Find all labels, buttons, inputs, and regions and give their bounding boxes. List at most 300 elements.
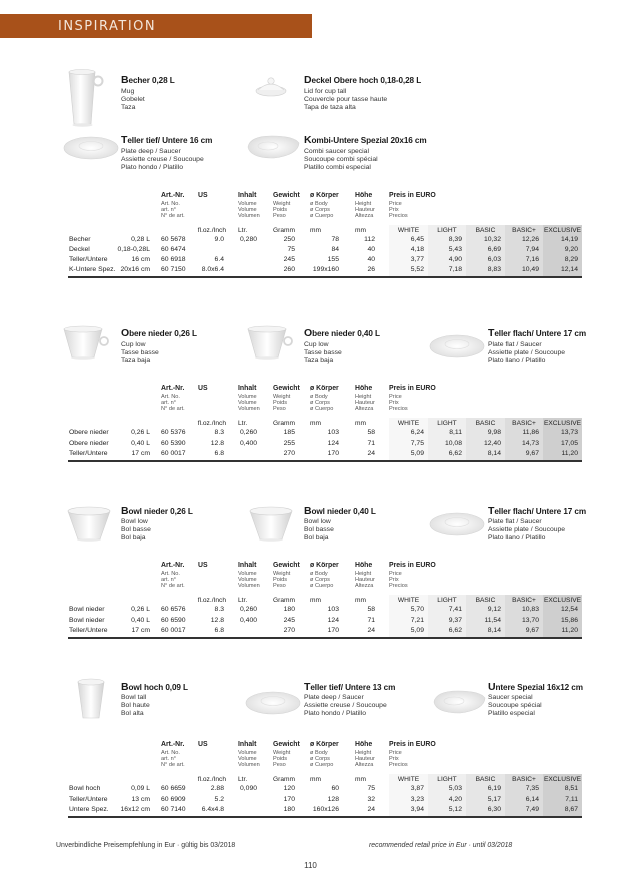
body-value: 160x126 (312, 806, 339, 813)
product-description (488, 694, 542, 718)
price-value: 7,21 (410, 617, 424, 624)
price-value: 6,30 (487, 806, 501, 813)
price-tier-label: LIGHT (437, 227, 457, 234)
mug-tall-icon (66, 66, 106, 128)
price-tier-label: LIGHT (437, 597, 457, 604)
price-value: 10,83 (521, 606, 539, 613)
product-title (121, 327, 197, 339)
translation-line: Weight (273, 571, 291, 577)
product-description (488, 518, 565, 542)
price-value: 13,73 (560, 429, 578, 436)
translation-line: Volumen (238, 583, 260, 590)
title-initial: B (121, 74, 129, 86)
price-value: 5,09 (410, 450, 424, 457)
translation-line: Art. No. (161, 750, 180, 756)
weight-header-translations (273, 571, 290, 590)
height-header-translations (355, 201, 375, 220)
weight-value: 245 (283, 256, 295, 263)
price-value: 11,54 (484, 617, 501, 624)
us-value: 6.4x4.8 (201, 806, 224, 813)
item-size: 0,09 L (131, 785, 150, 792)
description-line: Tapa de taza alta (304, 104, 356, 112)
article-number: 60 6576 (161, 606, 186, 613)
item-size: 16x12 cm (120, 806, 150, 813)
product-title (488, 327, 586, 339)
volume-value: 0,400 (240, 617, 258, 624)
body-value: 170 (327, 627, 339, 634)
title-rest: owl hoch 0,09 L (128, 683, 188, 692)
price-value: 6,62 (448, 450, 462, 457)
volume-header-translations (238, 394, 260, 413)
product-title (121, 74, 175, 86)
title-rest: eller tief/ Untere 13 cm (310, 683, 396, 692)
price-value: 6,03 (487, 256, 501, 263)
article-number: 60 6659 (161, 785, 186, 792)
body-diameter-header-translations (310, 750, 333, 769)
description-line: Couvercle pour tasse haute (304, 96, 388, 104)
us-unit: fl.oz./Inch (197, 227, 226, 234)
weight-value: 250 (283, 236, 295, 243)
body-value: 128 (327, 796, 339, 803)
article-number: 60 6474 (161, 246, 186, 253)
price-tier-label: BASIC+ (512, 227, 536, 234)
height-value: 71 (367, 617, 375, 624)
body-unit: mm (310, 420, 321, 427)
item-size: 0,26 L (131, 429, 150, 436)
title-initial: U (488, 681, 496, 693)
body-value: 103 (327, 429, 339, 436)
body-value: 170 (327, 450, 339, 457)
weight-value: 180 (283, 606, 295, 613)
volume-header: Inhalt (238, 562, 257, 569)
volume-header-translations (238, 571, 260, 590)
price-value: 8,11 (449, 429, 462, 436)
body-diameter-header-translations (310, 394, 333, 413)
height-value: 40 (367, 256, 375, 263)
price-value: 6,62 (448, 627, 462, 634)
description-line: Bol baja (304, 534, 329, 542)
description-line: Bowl tall (121, 694, 147, 701)
price-tier-label: WHITE (397, 227, 420, 234)
price-tier-label: BASIC+ (512, 597, 536, 604)
price-value: 7,41 (448, 606, 462, 613)
table-bottom-rule (68, 637, 582, 639)
saucer-special-icon (244, 131, 302, 161)
article-number-header: Art.-Nr. (161, 192, 185, 199)
saucer-icon (244, 686, 302, 716)
weight-header: Gewicht (273, 192, 300, 199)
price-value: 9,67 (525, 450, 539, 457)
height-header: Höhe (355, 562, 373, 569)
description-line: Bol basse (304, 526, 334, 534)
translation-line: Precios (389, 213, 408, 220)
product-description (488, 341, 565, 365)
product-title (121, 681, 188, 693)
body-value: 60 (331, 785, 339, 792)
body-diameter-header: ø Körper (310, 562, 339, 569)
translation-line: ø Cuerpo (310, 762, 334, 769)
height-value: 75 (367, 785, 375, 792)
price-value: 4,18 (410, 246, 424, 253)
bowl-low-icon (66, 505, 112, 543)
weight-header-translations (273, 201, 290, 220)
description-line: Soucoupe spécial (488, 702, 542, 710)
us-value: 2.88 (210, 785, 224, 792)
title-initial: O (121, 327, 130, 339)
price-value: 4,90 (448, 256, 462, 263)
article-number-header-translations (161, 201, 185, 220)
price-value: 6,24 (410, 429, 424, 436)
price-value: 5,17 (487, 796, 501, 803)
item-name: Teller/Untere (69, 796, 108, 803)
us-unit: fl.oz./Inch (197, 597, 226, 604)
product-description (304, 148, 378, 172)
price-value: 5,52 (410, 266, 424, 273)
volume-value: 0,280 (240, 236, 258, 243)
price-value: 7,49 (525, 806, 539, 813)
item-size: 0,40 L (131, 617, 150, 624)
product-description (121, 694, 150, 718)
saucer-icon (428, 329, 486, 359)
description-line: Assiette plate / Soucoupe (488, 349, 566, 357)
translation-line: Volumen (238, 213, 260, 220)
translation-line: Hauteur (355, 756, 375, 763)
us-value: 8.3 (214, 606, 224, 613)
item-size: 0,26 L (131, 606, 150, 613)
price-tier-label: BASIC (475, 597, 496, 604)
body-diameter-header: ø Körper (310, 192, 339, 199)
price-value: 10,49 (521, 266, 539, 273)
body-diameter-header-translations (310, 201, 333, 220)
description-line: Plate flat / Saucer (488, 341, 542, 348)
translation-line: Price (389, 571, 402, 577)
price-value: 5,70 (410, 606, 424, 613)
item-size: 20x16 cm (120, 266, 150, 273)
translation-line: Precios (389, 762, 408, 769)
item-name: Bowl hoch (69, 785, 101, 792)
height-value: 40 (367, 246, 375, 253)
price-value: 11,86 (522, 429, 539, 436)
title-initial: T (488, 327, 495, 339)
description-line: Lid for cup tall (304, 88, 347, 95)
table-bottom-rule (68, 816, 582, 818)
item-size: 13 cm (131, 796, 150, 803)
price-value: 9,67 (525, 627, 539, 634)
description-line: Plato llano / Platillo (488, 534, 546, 542)
us-value: 9.0 (214, 236, 224, 243)
price-tier-label: WHITE (397, 420, 420, 427)
translation-line: Prix (389, 577, 399, 584)
weight-value: 120 (283, 785, 295, 792)
title-rest: bere nieder 0,26 L (129, 329, 197, 338)
item-name: Deckel (69, 246, 90, 253)
price-value: 14,19 (560, 236, 578, 243)
price-tier-label: EXCLUSIVE (543, 597, 581, 604)
height-value: 24 (367, 627, 375, 634)
body-unit: mm (310, 776, 321, 783)
us-header: US (198, 385, 208, 392)
title-rest: owl nieder 0,26 L (128, 507, 193, 516)
article-number: 60 5376 (161, 429, 186, 436)
us-unit: fl.oz./Inch (197, 420, 226, 427)
price-value: 7,75 (410, 440, 424, 447)
article-number-header-translations (161, 394, 185, 413)
weight-unit: Gramm (273, 597, 295, 604)
title-initial: T (121, 134, 128, 146)
translation-line: Weight (273, 750, 291, 756)
price-value: 9,37 (448, 617, 462, 624)
translation-line: Prix (389, 400, 399, 407)
translation-line: Price (389, 750, 402, 756)
translation-line: N° de art. (161, 583, 185, 590)
saucer-icon (62, 131, 120, 161)
price-tier-label: EXCLUSIVE (543, 227, 581, 234)
weight-header: Gewicht (273, 562, 300, 569)
body-unit: mm (310, 597, 321, 604)
price-value: 6,14 (525, 796, 539, 803)
translation-line: Volume (238, 577, 257, 584)
price-header: Preis in EURO (389, 385, 436, 392)
weight-value: 270 (283, 450, 295, 457)
price-tier-label: EXCLUSIVE (543, 776, 581, 783)
weight-value: 180 (283, 806, 295, 813)
title-rest: owl nieder 0,40 L (311, 507, 376, 516)
description-line: Taza baja (121, 357, 151, 365)
item-name: Teller/Untere (69, 627, 108, 634)
translation-line: ø Cuerpo (310, 583, 334, 590)
body-diameter-header: ø Körper (310, 741, 339, 748)
us-value: 6.8 (214, 627, 224, 634)
description-line: Plate deep / Saucer (121, 148, 181, 155)
product-description (121, 341, 159, 365)
description-line: Saucer special (488, 694, 533, 701)
translation-line: Price (389, 201, 402, 207)
title-rest: ntere Spezial 16x12 cm (495, 683, 583, 692)
height-value: 58 (367, 429, 375, 436)
table-bottom-rule (68, 276, 582, 278)
translation-line: Art. No. (161, 394, 180, 400)
title-rest: eckel Obere hoch 0,18-0,28 L (311, 76, 422, 85)
price-tier-label: LIGHT (437, 776, 457, 783)
description-line: Bowl low (121, 518, 148, 525)
price-tier-label: BASIC (475, 420, 496, 427)
volume-header: Inhalt (238, 741, 257, 748)
translation-line: ø Corps (310, 400, 330, 407)
item-size: 0,40 L (131, 440, 150, 447)
price-value: 7,18 (448, 266, 462, 273)
price-tier-label: BASIC+ (512, 776, 536, 783)
translation-line: ø Corps (310, 577, 330, 584)
us-value: 12.8 (210, 617, 224, 624)
item-name: Bowl nieder (69, 617, 105, 624)
translation-line: Precios (389, 583, 408, 590)
product-title (488, 681, 583, 693)
cup-low-icon (246, 325, 296, 361)
description-line: Combi saucer special (304, 148, 369, 155)
title-rest: ombi-Untere Spezial 20x16 cm (311, 136, 427, 145)
price-value: 5,43 (448, 246, 462, 253)
translation-line: Altezza (355, 406, 374, 413)
price-value: 8,51 (564, 785, 578, 792)
translation-line: N° de art. (161, 762, 185, 769)
price-header: Preis in EURO (389, 192, 436, 199)
price-value: 6,45 (410, 236, 424, 243)
title-rest: bere nieder 0,40 L (312, 329, 380, 338)
title-initial: O (304, 327, 313, 339)
price-value: 7,35 (525, 785, 539, 792)
product-description (304, 341, 342, 365)
height-value: 32 (367, 796, 375, 803)
translation-line: Art. No. (161, 571, 180, 577)
title-rest: eller tief/ Untere 16 cm (127, 136, 213, 145)
description-line: Bol basse (121, 526, 151, 534)
us-value: 6.8 (214, 450, 224, 457)
price-value: 17,05 (560, 440, 578, 447)
price-value: 7,11 (565, 796, 578, 803)
price-value: 14,73 (521, 440, 539, 447)
description-line: Plato hondo / Platillo (304, 710, 366, 718)
weight-unit: Gramm (273, 227, 295, 234)
translation-line: Hauteur (355, 207, 375, 214)
item-name: K-Untere Spez. (69, 266, 116, 273)
height-header: Höhe (355, 385, 373, 392)
us-unit: fl.oz./Inch (197, 776, 226, 783)
translation-line: Volume (238, 394, 257, 400)
volume-header: Inhalt (238, 192, 257, 199)
body-value: 124 (327, 617, 339, 624)
price-value: 11,20 (561, 627, 578, 634)
translation-line: Height (355, 571, 372, 577)
section-banner (0, 14, 312, 38)
footer-price-note-de: Unverbindliche Preisempfehlung in Eur · gültig bis 03/2018 (56, 842, 236, 849)
description-line: Tasse basse (121, 349, 159, 357)
product-title (304, 327, 380, 339)
description-line: Cup low (304, 341, 329, 348)
price-header-translations (389, 571, 408, 590)
translation-line: Art. No. (161, 201, 180, 207)
article-number: 60 6918 (161, 256, 186, 263)
height-unit: mm (355, 227, 366, 234)
price-value: 5,03 (448, 785, 462, 792)
translation-line: Peso (273, 762, 286, 769)
volume-value: 0,260 (240, 429, 258, 436)
height-value: 58 (367, 606, 375, 613)
body-diameter-header: ø Körper (310, 385, 339, 392)
article-number: 60 7150 (161, 266, 186, 273)
price-value: 3,94 (410, 806, 424, 813)
us-value: 5.2 (214, 796, 224, 803)
weight-unit: Gramm (273, 776, 295, 783)
description-line: Plate flat / Saucer (488, 518, 542, 525)
weight-header-translations (273, 394, 290, 413)
price-header: Preis in EURO (389, 741, 436, 748)
translation-line: Altezza (355, 583, 374, 590)
price-value: 9,12 (487, 606, 501, 613)
description-line: Mug (121, 88, 135, 95)
height-header-translations (355, 571, 375, 590)
weight-value: 170 (283, 796, 295, 803)
translation-line: ø Corps (310, 207, 330, 214)
height-value: 26 (367, 266, 375, 273)
article-number-header: Art.-Nr. (161, 741, 185, 748)
height-header-translations (355, 750, 375, 769)
article-number: 60 0017 (161, 450, 186, 457)
price-value: 8,29 (564, 256, 578, 263)
translation-line: N° de art. (161, 213, 185, 220)
table-bottom-rule (68, 460, 582, 462)
weight-value: 245 (283, 617, 295, 624)
item-size: 17 cm (131, 627, 150, 634)
item-name: Obere nieder (69, 429, 109, 436)
translation-line: ø Body (310, 394, 328, 400)
us-value: 8.0x6.4 (201, 266, 224, 273)
price-value: 8,39 (448, 236, 462, 243)
description-line: Taza (121, 104, 136, 112)
translation-line: art. n° (161, 577, 176, 584)
bowl-low-icon (248, 505, 294, 543)
description-line: Bol baja (121, 534, 146, 542)
height-header-translations (355, 394, 375, 413)
translation-line: art. n° (161, 207, 176, 214)
us-value: 8.3 (214, 429, 224, 436)
price-value: 3,87 (410, 785, 424, 792)
price-value: 9,20 (564, 246, 578, 253)
description-line: Tasse basse (304, 349, 342, 357)
description-line: Platillo especial (488, 710, 535, 718)
title-initial: K (304, 134, 312, 146)
price-value: 11,20 (561, 450, 578, 457)
price-value: 12,40 (483, 440, 501, 447)
description-line: Bol alta (121, 710, 144, 718)
bowl-tall-icon (76, 677, 106, 721)
body-value: 84 (331, 246, 339, 253)
article-number: 60 0017 (161, 627, 186, 634)
translation-line: Poids (273, 400, 287, 407)
price-value: 12,26 (521, 236, 539, 243)
translation-line: Poids (273, 577, 287, 584)
lid-icon (254, 74, 288, 98)
item-name: Teller/Untere (69, 256, 108, 263)
translation-line: Peso (273, 583, 286, 590)
saucer-special-icon (430, 686, 488, 716)
body-value: 199x160 (312, 266, 339, 273)
cup-low-icon (62, 325, 112, 361)
translation-line: Volumen (238, 762, 260, 769)
description-line: Taza baja (304, 357, 334, 365)
translation-line: Peso (273, 213, 286, 220)
product-description (121, 518, 151, 542)
item-size: 0,18-0,28L (117, 246, 150, 253)
translation-line: Hauteur (355, 577, 375, 584)
article-number: 60 6590 (161, 617, 186, 624)
translation-line: ø Body (310, 201, 328, 207)
body-value: 155 (327, 256, 339, 263)
translation-line: Prix (389, 207, 399, 214)
price-tier-label: LIGHT (437, 420, 457, 427)
title-initial: B (121, 505, 129, 517)
description-line: Cup low (121, 341, 146, 348)
height-unit: mm (355, 597, 366, 604)
translation-line: Precios (389, 406, 408, 413)
item-name: Untere Spez. (69, 806, 109, 813)
height-value: 24 (367, 806, 375, 813)
translation-line: ø Body (310, 571, 328, 577)
translation-line: Poids (273, 756, 287, 763)
item-name: Becher (69, 236, 91, 243)
title-initial: T (488, 505, 495, 517)
article-number-header-translations (161, 571, 185, 590)
item-size: 0,28 L (131, 236, 150, 243)
